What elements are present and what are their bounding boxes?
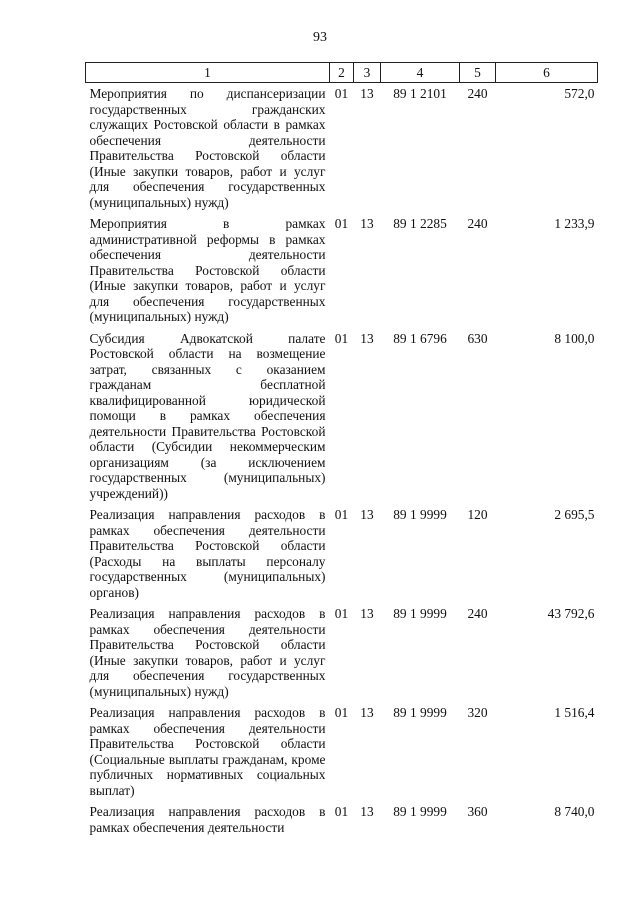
row-target-code: 89 1 9999 [393,507,447,522]
row-amount: 2 695,5 [554,507,595,522]
table-row [86,798,598,835]
row-section: 01 [334,705,349,720]
row-name: Реализация направления расходов в рамках обеспечения деятельности [89,804,326,835]
row-section: 01 [334,804,349,819]
table-row [86,600,598,699]
column-header-expense-type: 5 [460,63,496,83]
row-expense-type: 120 [467,507,488,522]
row-name: Реализация направления расходов в рамках обеспечения деятельности Правительства Ростовской области (Социальные выплаты гражданам, кроме публичных нормативных социальных выплат) [89,705,326,798]
row-target-code: 89 1 2101 [393,86,447,101]
row-subsection: 13 [360,606,374,621]
table-row [86,210,598,325]
row-section: 01 [334,606,349,621]
row-subsection: 13 [360,804,374,819]
row-expense-type: 360 [467,804,488,819]
row-expense-type: 320 [467,705,488,720]
table-row [86,699,598,798]
row-amount: 8 100,0 [554,330,595,346]
column-header-name: 1 [86,63,330,83]
column-header-subsection: 3 [354,63,381,83]
row-expense-type: 240 [467,216,488,231]
row-amount: 1 233,9 [554,216,595,231]
row-name: Мероприятия по диспансеризации государственных гражданских служащих Ростовской области в рамках обеспечения деятельности Правительства Ростовской области (Иные закупки товаров, работ и услуг для обеспечения государственных (муниципальных) нужд) [89,86,326,210]
row-section: 01 [334,330,349,346]
row-target-code: 89 1 2285 [393,216,447,231]
table-row [86,501,598,600]
row-subsection: 13 [360,705,374,720]
row-section: 01 [334,216,349,231]
row-amount: 8 740,0 [554,804,595,819]
row-target-code: 89 1 9999 [393,705,447,720]
row-name: Реализация направления расходов в рамках обеспечения деятельности Правительства Ростовской области (Расходы на выплаты персоналу государственных (муниципальных) органов) [89,507,326,600]
row-expense-type: 240 [467,86,488,101]
page-number: 93 [313,30,327,45]
column-header-target-code: 4 [381,63,460,83]
table-header-row [86,63,598,83]
row-target-code: 89 1 9999 [393,606,447,621]
row-expense-type: 240 [467,606,488,621]
row-target-code: 89 1 9999 [393,804,447,819]
row-name: Мероприятия в рамках административной реформы в рамках обеспечения деятельности Правительства Ростовской области (Иные закупки товаров, работ и услуг для обеспечения государственных (муниципальных) нужд) [89,216,326,324]
row-subsection: 13 [360,216,374,231]
row-section: 01 [334,507,349,522]
row-target-code: 89 1 6796 [393,330,447,346]
column-header-section: 2 [330,63,354,83]
row-amount: 43 792,6 [547,606,595,621]
row-subsection: 13 [360,86,374,101]
row-amount: 572,0 [564,86,595,101]
column-header-amount: 6 [496,63,598,83]
table-row [86,83,598,211]
row-name: Субсидия Адвокатской палате Ростовской области на возмещение затрат, связанных с оказанием гражданам бесплатной квалифицированной юридической помощи в рамках обеспечения деятельности Правительства Ростовской области (Субсидии некоммерческим организациям (за исключением государственных (муниципальных) учреждений)) [89,330,326,501]
row-subsection: 13 [360,507,374,522]
row-section: 01 [334,86,349,101]
row-expense-type: 630 [467,330,488,346]
budget-table [85,62,598,835]
table-row [86,325,598,502]
row-subsection: 13 [360,330,374,346]
row-name: Реализация направления расходов в рамках обеспечения деятельности Правительства Ростовской области (Иные закупки товаров, работ и услуг для обеспечения государственных (муниципальных) нужд) [89,606,326,699]
row-amount: 1 516,4 [554,705,595,720]
